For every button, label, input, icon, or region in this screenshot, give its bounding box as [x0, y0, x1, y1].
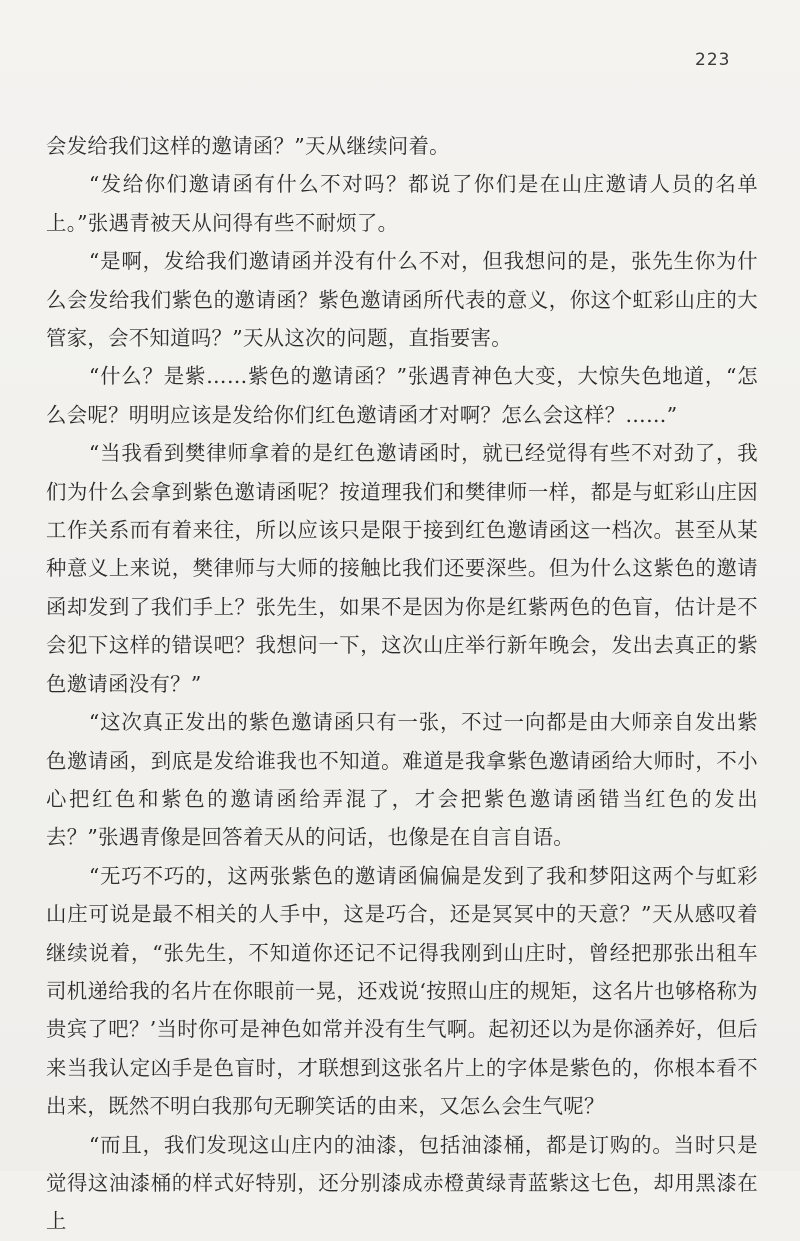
- paragraph: “是啊，发给我们邀请函并没有什么不对，但我想问的是，张先生你为什么会发给我们紫色的邀请函？紫色邀请函所代表的意义，你这个虹彩山庄的大管家，会不知道吗？”天从这次的问题，直指要害。: [46, 249, 758, 351]
- paragraph: “发给你们邀请函有什么不对吗？都说了你们是在山庄邀请人员的名单上。”张遇青被天从问得有些不耐烦了。: [46, 172, 758, 235]
- paragraph: “当我看到樊律师拿着的是红色邀请函时，就已经觉得有些不对劲了，我们为什么会拿到紫色邀请函呢？按道理我们和樊律师一样，都是与虹彩山庄因工作关系而有着来往，所以应该只是限于接到红色邀请函这一档次。甚至从某种意义上来说，樊律师与大师的接触比我们还要深些。但为什么这紫色的邀请函却发到了我们手上？张先生，如果不是因为你是红紫两色的色盲，估计是不会犯下这样的错误吧？我想问一下，这次山庄举行新年晚会，发出去真正的紫色邀请函没有？”: [46, 441, 758, 696]
- page-number: 223: [695, 50, 731, 70]
- paragraph: 会发给我们这样的邀请函？”天从继续问着。: [46, 134, 450, 158]
- body-text: [46, 127, 758, 1241]
- paragraph: “无巧不巧的，这两张紫色的邀请函偏偏是发到了我和梦阳这两个与虹彩山庄可说是最不相关的人手中，这是巧合，还是冥冥中的天意？”天从感叹着继续说着，“张先生，不知道你还记不记得我刚到山庄时，曾经把那张出租车司机递给我的名片在你眼前一晃，还戏说‘按照山庄的规矩，这名片也够格称为贵宾了吧？’当时你可是神色如常并没有生气啊。起初还以为是你涵养好，但后来当我认定凶手是色盲时，才联想到这张名片上的字体是紫色的，你根本看不出来，既然不明白我那句无聊笑话的由来，又怎么会生气呢？: [46, 863, 758, 1119]
- paragraph: “什么？是紫……紫色的邀请函？”张遇青神色大变，大惊失色地道，“怎么会呢？明明应该是发给你们红色邀请函才对啊？怎么会这样？……”: [46, 364, 758, 427]
- paragraph: “这次真正发出的紫色邀请函只有一张，不过一向都是由大师亲自发出紫色邀请函，到底是发给谁我也不知道。难道是我拿紫色邀请函给大师时，不小心把红色和紫色的邀请函给弄混了，才会把紫色邀请函错当红色的发出去？”张遇青像是回答着天从的问话，也像是在自言自语。: [46, 710, 758, 850]
- paragraph: “而且，我们发现这山庄内的油漆，包括油漆桶，都是订购的。当时只是觉得这油漆桶的样式好特别，还分别漆成赤橙黄绿青蓝紫这七色，却用黑漆在上: [46, 1132, 758, 1234]
